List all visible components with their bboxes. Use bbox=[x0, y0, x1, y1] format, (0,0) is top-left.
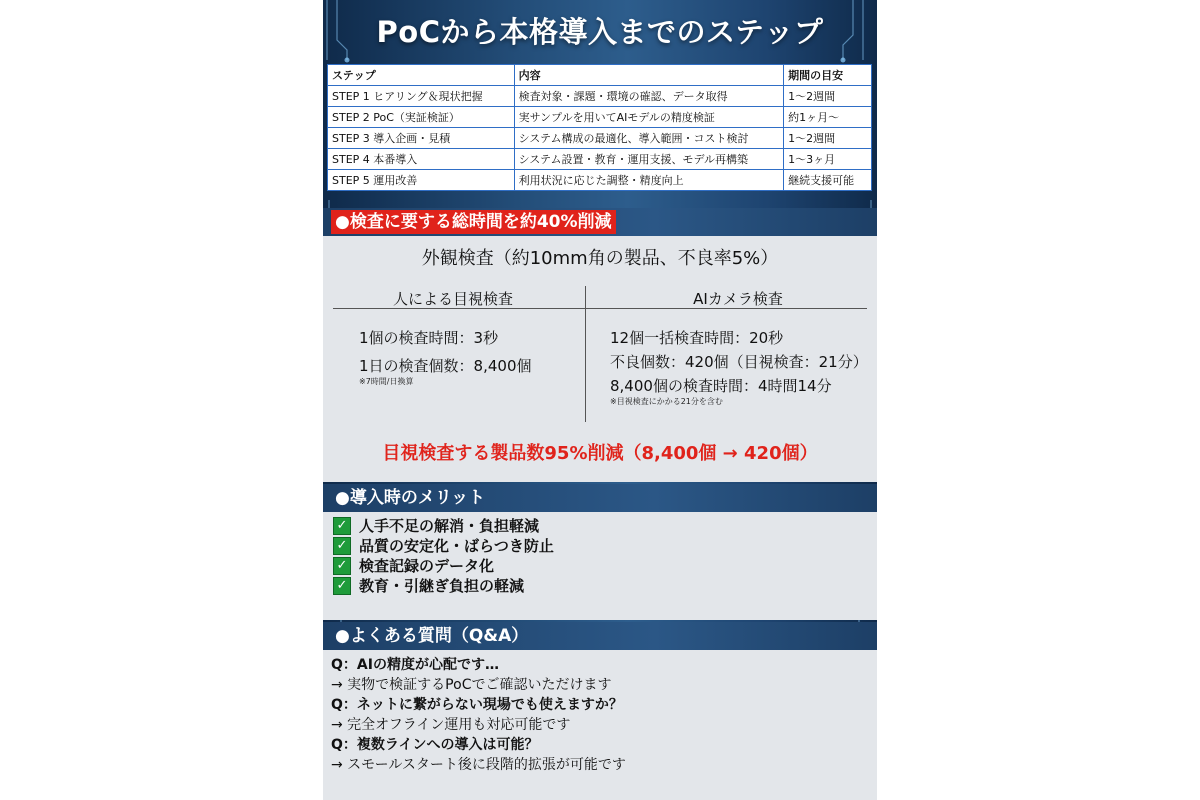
faq-question: Q：複数ラインへの導入は可能？ bbox=[331, 737, 539, 753]
ai-note: ※目視検査にかかる21分を含む bbox=[610, 397, 723, 406]
faq-answer: → スモールスタート後に段階的拡張が可能です bbox=[331, 757, 626, 773]
table-cell: 1〜2週間 bbox=[784, 86, 872, 107]
ai-line: 12個一括検査時間：20秒 bbox=[610, 329, 784, 347]
table-cell: システム構成の最適化、導入範囲・コスト検討 bbox=[514, 128, 784, 149]
table-row bbox=[328, 107, 872, 128]
poster bbox=[323, 0, 877, 800]
table-cell: STEP 2 PoC（実証検証） bbox=[328, 107, 515, 128]
steps-table bbox=[327, 64, 872, 191]
table-cell: 約1ヶ月〜 bbox=[784, 107, 872, 128]
comparison-panel bbox=[323, 236, 877, 482]
merits-band bbox=[323, 484, 877, 512]
faq-band bbox=[323, 622, 877, 650]
table-header: 期間の目安 bbox=[784, 65, 872, 86]
faq-answer: → 実物で検証するPoCでご確認いただけます bbox=[331, 677, 612, 693]
ai-line: 8,400個の検査時間：4時間14分 bbox=[610, 377, 832, 395]
merit-label: 人手不足の解消・負担軽減 bbox=[359, 517, 540, 535]
merits-heading: ●導入時のメリット bbox=[335, 488, 486, 508]
table-cell: STEP 3 導入企画・見積 bbox=[328, 128, 515, 149]
merit-item bbox=[333, 576, 524, 596]
table-cell: システム設置・教育・運用支援、モデル再構築 bbox=[514, 149, 784, 170]
faq-question: Q：AIの精度が心配です… bbox=[331, 657, 499, 673]
manual-line: 1個の検査時間：3秒 bbox=[359, 329, 499, 347]
checkbox-checked-icon: ✓ bbox=[333, 537, 351, 555]
checkbox-checked-icon: ✓ bbox=[333, 577, 351, 595]
faq-panel bbox=[323, 650, 877, 800]
merit-label: 品質の安定化・ばらつき防止 bbox=[359, 537, 554, 555]
table-row bbox=[328, 86, 872, 107]
merit-label: 教育・引継ぎ負担の軽減 bbox=[359, 577, 525, 595]
checkbox-checked-icon: ✓ bbox=[333, 517, 351, 535]
table-cell: 検査対象・課題・環境の確認、データ取得 bbox=[514, 86, 784, 107]
table-cell: 実サンプルを用いてAIモデルの精度検証 bbox=[514, 107, 784, 128]
merit-item bbox=[333, 516, 539, 536]
table-cell: 継続支援可能 bbox=[784, 170, 872, 191]
manual-inspection-heading: 人による目視検査 bbox=[392, 290, 513, 308]
table-cell: STEP 1 ヒアリング＆現状把握 bbox=[328, 86, 515, 107]
manual-note: ※7時間/日換算 bbox=[359, 377, 414, 386]
checkbox-checked-icon: ✓ bbox=[333, 557, 351, 575]
table-row bbox=[328, 170, 872, 191]
manual-line: 1日の検査個数：8,400個 bbox=[359, 357, 532, 375]
divider-vertical bbox=[585, 286, 586, 422]
merit-label: 検査記録のデータ化 bbox=[359, 557, 495, 575]
table-header: 内容 bbox=[514, 65, 784, 86]
table-cell: STEP 5 運用改善 bbox=[328, 170, 515, 191]
time-section-heading: ●検査に要する総時間を約40%削減 bbox=[331, 210, 616, 234]
table-cell: 利用状況に応じた調整・精度向上 bbox=[514, 170, 784, 191]
ai-line: 不良個数：420個（目視検査：21分） bbox=[610, 353, 868, 371]
faq-answer: → 完全オフライン運用も対応可能です bbox=[331, 717, 571, 733]
reduction-result: 目視検査する製品数95%削減（8,400個 → 420個） bbox=[382, 443, 818, 464]
divider-horizontal bbox=[333, 308, 867, 309]
table-row bbox=[328, 128, 872, 149]
ai-inspection-heading: AIカメラ検査 bbox=[693, 290, 783, 308]
comparison-title: 外観検査（約10mm角の製品、不良率5%） bbox=[421, 248, 779, 269]
table-cell: 1〜3ヶ月 bbox=[784, 149, 872, 170]
table-cell: 1〜2週間 bbox=[784, 128, 872, 149]
table-cell: STEP 4 本番導入 bbox=[328, 149, 515, 170]
page-title: PoCから本格導入までのステップ bbox=[376, 15, 824, 49]
time-section-band bbox=[323, 208, 877, 236]
merit-item bbox=[333, 536, 554, 556]
table-header-row bbox=[328, 65, 872, 86]
merit-item bbox=[333, 556, 494, 576]
table-row bbox=[328, 149, 872, 170]
faq-question: Q：ネットに繋がらない現場でも使えますか？ bbox=[331, 697, 623, 713]
merits-panel bbox=[323, 512, 877, 620]
table-header: ステップ bbox=[328, 65, 515, 86]
faq-heading: ●よくある質問（Q&A） bbox=[335, 626, 529, 646]
